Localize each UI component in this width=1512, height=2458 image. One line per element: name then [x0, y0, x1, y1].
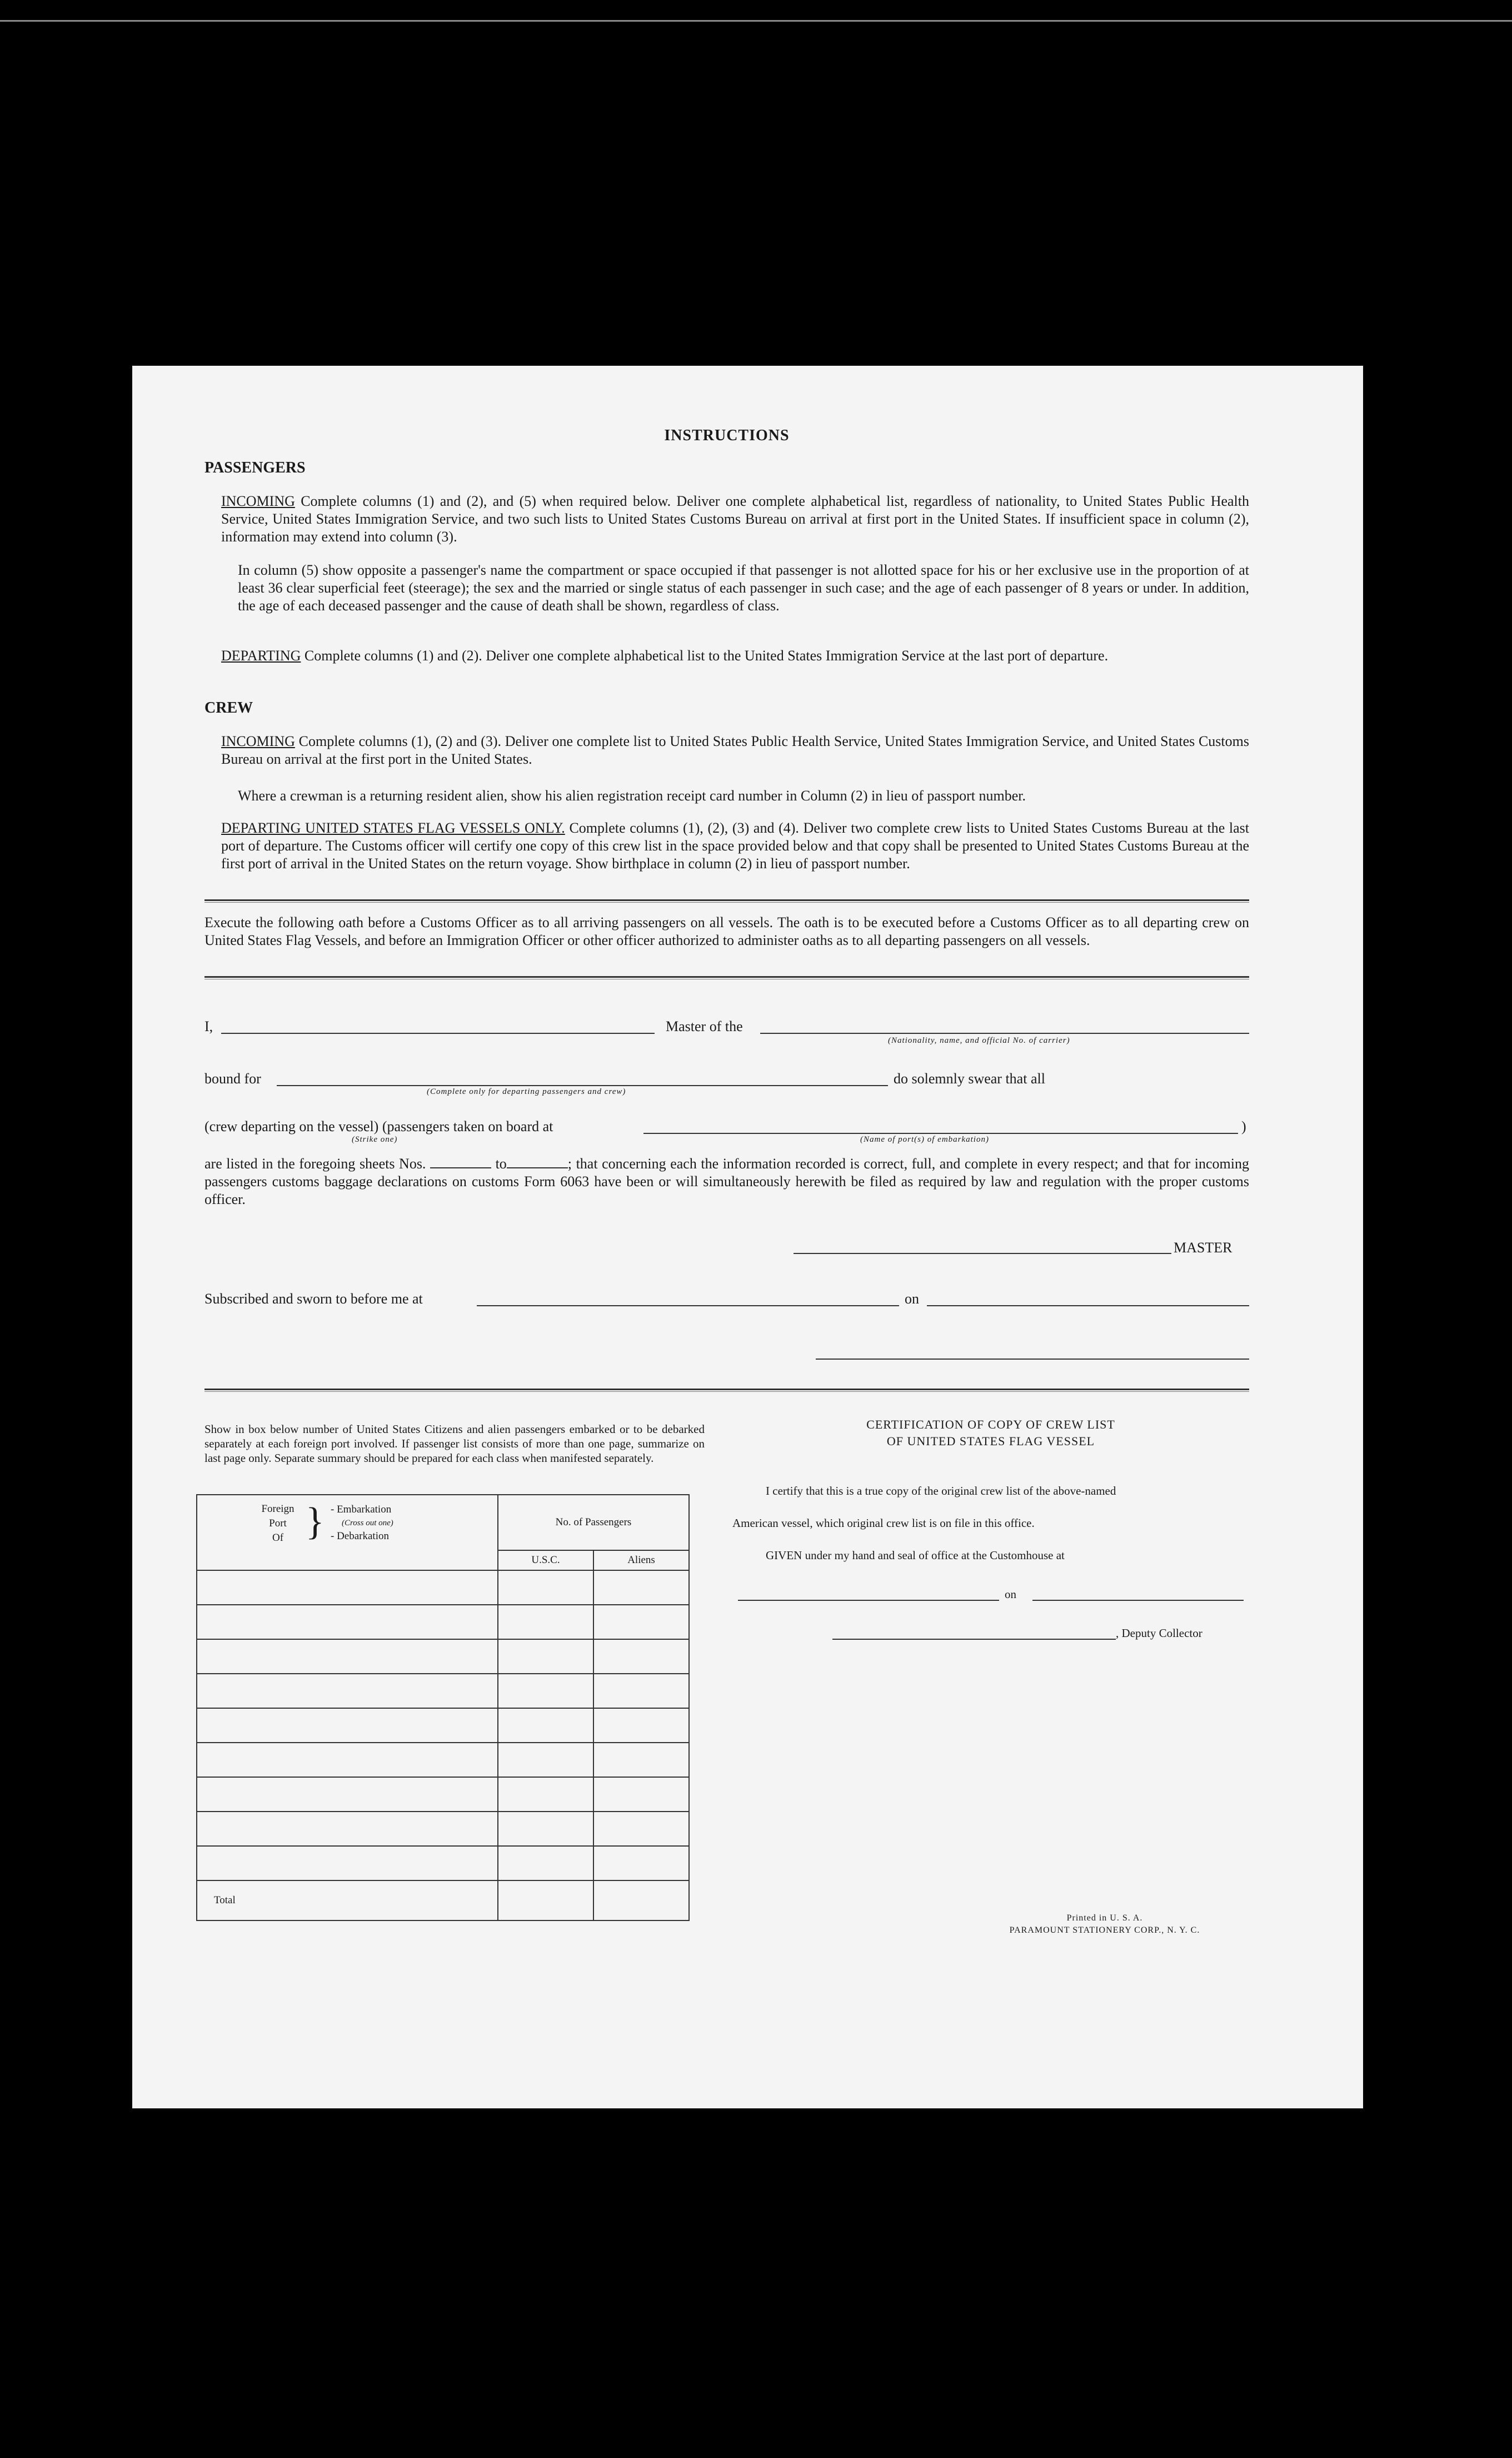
master-label: MASTER	[1174, 1240, 1232, 1256]
aliens-cell[interactable]	[593, 1605, 689, 1639]
port-cell[interactable]	[197, 1570, 498, 1605]
table-row	[197, 1777, 689, 1812]
crew-incoming-lead: INCOMING	[221, 733, 295, 749]
usc-cell[interactable]	[498, 1846, 593, 1880]
divider-rule	[204, 1389, 1249, 1392]
usc-cell[interactable]	[498, 1812, 593, 1846]
subscribed-date-field[interactable]	[927, 1305, 1249, 1306]
usc-cell[interactable]	[498, 1743, 593, 1777]
debarkation-option[interactable]: - Debarkation	[331, 1530, 389, 1542]
subscribed-place-field[interactable]	[477, 1305, 899, 1306]
passengers-departing-text: Complete columns (1) and (2). Deliver one complete alphabetical list to the United States Immigration Service at the last port of departure.	[301, 648, 1109, 664]
port-label-line3: Of	[272, 1532, 284, 1544]
table-row	[197, 1812, 689, 1846]
table-row	[197, 1846, 689, 1880]
port-label	[253, 1502, 303, 1545]
usc-cell[interactable]	[498, 1674, 593, 1708]
listed-text-a: are listed in the foregoing sheets Nos.	[204, 1156, 426, 1172]
aliens-cell[interactable]	[593, 1708, 689, 1743]
summary-note: Show in box below number of United States Citizens and alien passengers embarked or to be debarked separately at each foreign port involved. If passenger list consists of more than one page, summarize on last page only. Separate summary should be prepared for each class when manifested separately.	[204, 1422, 705, 1465]
port-label-line1: Foreign	[261, 1503, 295, 1515]
bound-for-label: bound for	[204, 1071, 261, 1087]
crew-departing-label: (crew departing on the vessel) (passengers taken on board at	[204, 1118, 553, 1135]
destination-field[interactable]	[277, 1085, 888, 1086]
port-cell[interactable]	[197, 1812, 498, 1846]
certification-title-line1: CERTIFICATION OF COPY OF CREW LIST	[866, 1417, 1115, 1431]
sheet-from-field[interactable]	[430, 1167, 491, 1168]
certification-on-label: on	[1005, 1588, 1016, 1601]
port-cell[interactable]	[197, 1846, 498, 1880]
crew-departing-paragraph	[221, 819, 1249, 873]
table-row	[197, 1570, 689, 1605]
brace-icon: }	[306, 1500, 325, 1543]
passengers-incoming-paragraph	[221, 492, 1249, 546]
usc-cell[interactable]	[498, 1708, 593, 1743]
total-usc-cell[interactable]	[498, 1880, 593, 1920]
certify-line2: American vessel, which original crew list is on file in this office.	[732, 1516, 1035, 1530]
passengers-incoming-lead: INCOMING	[221, 493, 295, 509]
master-signature-line[interactable]	[794, 1253, 1171, 1254]
listed-text-b: ; that concerning each the information recorded is correct, full, and complete in every respect; and that for incoming passengers customs baggage declarations on customs Form 6063 have been or will simultaneously herewith be filed as required by law and regulation with the proper customs officer.	[204, 1156, 1249, 1207]
no-passengers-header: No. of Passengers	[498, 1495, 689, 1550]
vessel-field[interactable]	[760, 1033, 1249, 1034]
customhouse-field[interactable]	[738, 1600, 999, 1601]
usc-cell[interactable]	[498, 1777, 593, 1812]
table-row	[197, 1674, 689, 1708]
divider-rule	[204, 899, 1249, 903]
printed-in-usa: Printed in U. S. A.	[1066, 1913, 1143, 1923]
embark-options	[331, 1503, 393, 1543]
passengers-departing-paragraph	[221, 647, 1249, 665]
cross-out-note: (Cross out one)	[342, 1519, 393, 1527]
crew-incoming-text: Complete columns (1), (2) and (3). Deliver one complete list to United States Public Health Service, United States Immigration Service, and United States Customs Bureau on arrival at the first port in the United States.	[221, 733, 1249, 767]
embarkation-option[interactable]: - Embarkation	[331, 1504, 392, 1515]
usc-header: U.S.C.	[498, 1550, 593, 1570]
oath-i-label: I,	[204, 1018, 213, 1034]
table-row	[197, 1605, 689, 1639]
embarkation-caption: (Name of port(s) of embarkation)	[860, 1135, 989, 1144]
port-cell[interactable]	[197, 1743, 498, 1777]
oath-statement	[204, 1155, 1249, 1208]
strike-one-caption: (Strike one)	[352, 1135, 398, 1144]
bound-caption: (Complete only for departing passengers and crew)	[427, 1087, 626, 1096]
table-header-row	[197, 1495, 689, 1550]
table-row	[197, 1743, 689, 1777]
document-page	[132, 366, 1363, 2108]
aliens-cell[interactable]	[593, 1812, 689, 1846]
total-label: Total	[197, 1880, 498, 1920]
port-cell[interactable]	[197, 1777, 498, 1812]
passengers-column5-paragraph: In column (5) show opposite a passenger's name the compartment or space occupied if that passenger is not allotted space for his or her exclusive use in the proportion of at least 36 clear superficial feet (steerage); the sex and the married or single status of each passenger in such case; and the age of each passenger of 8 years or under. In addition, the age of each deceased passenger and the cause of death shall be shown, regardless of class.	[238, 562, 1249, 614]
passengers-incoming-text: Complete columns (1) and (2), and (5) when required below. Deliver one complete alphabetical list, regardless of nationality, to United States Public Health Service, United States Immigration Service, and two such lists to United States Customs Bureau on arrival at first port in the United States. If insufficient space in column (2), information may extend into column (3).	[221, 493, 1249, 545]
total-aliens-cell[interactable]	[593, 1880, 689, 1920]
page-title: INSTRUCTIONS	[664, 427, 790, 444]
port-cell[interactable]	[197, 1639, 498, 1674]
usc-cell[interactable]	[498, 1639, 593, 1674]
aliens-cell[interactable]	[593, 1674, 689, 1708]
aliens-header: Aliens	[593, 1550, 689, 1570]
usc-cell[interactable]	[498, 1570, 593, 1605]
port-header-cell	[197, 1495, 498, 1570]
table-row	[197, 1708, 689, 1743]
crew-departing-text: Complete columns (1), (2), (3) and (4). Deliver two complete crew lists to United States Customs Bureau at the last port of departure. The Customs officer will certify one copy of this crew list in the space provided below and that copy shall be presented to United States Customs Bureau at the first port of arrival in the United States on the return voyage. Show birthplace in column (2) in lieu of passport number.	[221, 820, 1249, 872]
certification-title	[799, 1416, 1182, 1450]
usc-cell[interactable]	[498, 1605, 593, 1639]
swear-text: do solemnly swear that all	[894, 1071, 1045, 1087]
passengers-heading: PASSENGERS	[204, 459, 306, 476]
aliens-cell[interactable]	[593, 1777, 689, 1812]
aliens-cell[interactable]	[593, 1639, 689, 1674]
port-cell[interactable]	[197, 1708, 498, 1743]
table-row	[197, 1639, 689, 1674]
deputy-signature-line[interactable]	[832, 1639, 1116, 1640]
certify-line1: I certify that this is a true copy of the original crew list of the above-named	[766, 1484, 1116, 1497]
deputy-collector-label: , Deputy Collector	[1116, 1626, 1202, 1640]
master-of-the-label: Master of the	[666, 1018, 743, 1034]
certification-date-field[interactable]	[1032, 1600, 1244, 1601]
given-text: GIVEN under my hand and seal of office at the Customhouse at	[766, 1549, 1065, 1562]
divider-rule	[204, 976, 1249, 979]
crew-heading: CREW	[204, 699, 253, 716]
total-row	[197, 1880, 689, 1920]
subscribed-label: Subscribed and sworn to before me at	[204, 1291, 423, 1307]
scan-top-border	[0, 20, 1512, 22]
printer-name: PARAMOUNT STATIONERY CORP., N. Y. C.	[1009, 1925, 1200, 1935]
crew-incoming-paragraph	[221, 733, 1249, 768]
port-cell[interactable]	[197, 1605, 498, 1639]
crew-departing-lead: DEPARTING UNITED STATES FLAG VESSELS ONLY.	[221, 820, 565, 836]
sheet-to-field[interactable]	[507, 1167, 568, 1168]
aliens-cell[interactable]	[593, 1743, 689, 1777]
subscribed-on-label: on	[905, 1291, 919, 1307]
embarkation-port-field[interactable]	[643, 1133, 1238, 1134]
certification-title-line2: OF UNITED STATES FLAG VESSEL	[886, 1434, 1095, 1448]
aliens-cell[interactable]	[593, 1846, 689, 1880]
port-label-line2: Port	[269, 1517, 287, 1529]
listed-to-label: to	[495, 1156, 507, 1172]
port-cell[interactable]	[197, 1674, 498, 1708]
master-name-field[interactable]	[221, 1033, 655, 1034]
passengers-departing-lead: DEPARTING	[221, 648, 301, 664]
officer-signature-line[interactable]	[816, 1359, 1249, 1360]
aliens-cell[interactable]	[593, 1570, 689, 1605]
crew-resident-paragraph: Where a crewman is a returning resident alien, show his alien registration receipt card number in Column (2) in lieu of passport number.	[238, 788, 1026, 804]
vessel-caption: (Nationality, name, and official No. of carrier)	[888, 1036, 1070, 1045]
printer-imprint	[966, 1912, 1244, 1937]
oath-instructions: Execute the following oath before a Customs Officer as to all arriving passengers on all vessels. The oath is to be executed before a Customs Officer as to all departing crew on United States Flag Vessels, and before an Immigration Officer or other officer authorized to administer oaths as to all departing passengers on all vessels.	[204, 914, 1249, 948]
close-paren: )	[1241, 1118, 1246, 1135]
passenger-summary-table	[196, 1494, 690, 1921]
